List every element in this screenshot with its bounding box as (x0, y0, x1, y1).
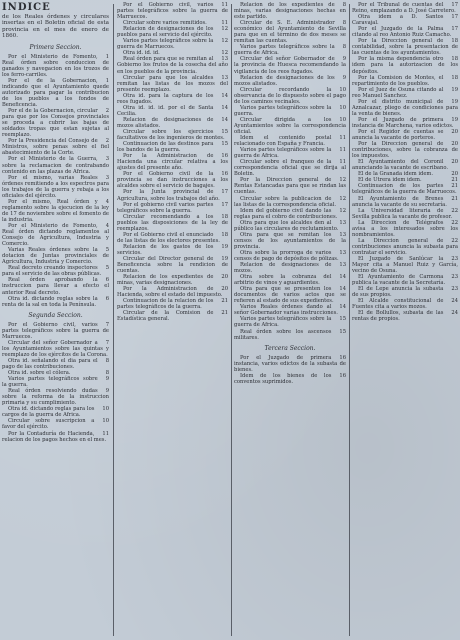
entry-text: Circular sobre el franqueo de la correspondencia oficial que se dirija al Boletin. (234, 159, 346, 178)
page-number: 18 (451, 56, 458, 63)
entry-text: Por el Ministerio de Fomento, Real órden dictando reglamentos al Consejo de Agricultura, Industria y Comercio. (2, 222, 109, 248)
index-entry (117, 274, 228, 286)
index-entry (2, 199, 109, 223)
page-number: 2 (105, 138, 109, 145)
index-entry (352, 274, 458, 286)
entry-text: Otra id. señalando el dia para el pago de las contribuciones. (2, 357, 98, 371)
index-entry (352, 141, 458, 159)
page-number: 9 (105, 388, 109, 395)
page-number: 14 (221, 116, 228, 123)
index-entry (352, 208, 458, 220)
index-entry (352, 220, 458, 238)
page-number: 11 (221, 20, 228, 27)
entry-text: Relacion de designaciones de mozos alistados. (117, 116, 214, 129)
entry-text: Por el distrito municipal de Aznalcazar, pliego de condiciones para la venta de bienes. (352, 98, 458, 117)
index-entry (352, 38, 458, 56)
page-number: 12 (221, 50, 228, 57)
page-number: 11 (339, 159, 346, 166)
entry-text: Varios partes telegráficos sobre la guerra de Africa. (234, 44, 335, 57)
index-entry (234, 2, 346, 20)
index-entry (234, 147, 346, 159)
index-entry (234, 105, 346, 117)
page-number: 24 (451, 310, 458, 317)
page-number: 17 (451, 26, 458, 33)
index-entry (234, 232, 346, 250)
index-entry (234, 329, 346, 341)
index-intro: de los Reales órdenes y circulares insertas en el Boletin oficial de esta provincia en el mes de enero de 1860. (2, 14, 109, 40)
entry-text: Circular sobre los ejercicios facultativos de los ingenieros de montes. (117, 128, 225, 142)
section-heading: Primera Seccion. (29, 43, 82, 51)
entry-text: Por la Contaduría de Hacienda, relacion de los pagos hechos en el mes. (2, 430, 107, 443)
index-entry (2, 277, 109, 295)
index-entry (352, 298, 458, 310)
page-number: 4 (105, 198, 109, 205)
page-number: 21 (221, 298, 228, 305)
index-entry (2, 340, 109, 358)
index-entry (234, 373, 346, 385)
entry-text: Varias Reales órdenes sobre la dotacion de Juntas provinciales de Agricultura, Industria y Comercio. (2, 247, 109, 266)
entry-text: Circular para que los alcaldes remitan las listas de los mozos del presente reemplazo. (117, 74, 228, 93)
entry-text: Otra idem a D. Santos Caravajal. (352, 14, 444, 27)
entry-text: La Universidad literaria de Sevilla publica la vacante de profesor. (352, 207, 453, 220)
page-number: 22 (451, 219, 458, 226)
page-number: 12 (339, 207, 346, 214)
page-number: 9 (342, 74, 346, 81)
page-number: 13 (339, 249, 346, 256)
entry-text: Por el Gobierno civil, varios partes telegráficos sobre la guerra de Marruecos. (117, 2, 228, 21)
entry-text: El Alcalde constitucional de Fuentes cita a varios mozos. (352, 298, 444, 311)
entry-text: Por la Junta provincial de Agricultura, sobre los trabajos del año. (117, 189, 220, 202)
index-entry (234, 44, 346, 56)
index-entry (2, 376, 109, 388)
entry-text: Otra para que los alcaldes den al público las circulares de reclutamiento. (234, 219, 339, 232)
entry-text: Por el Gobierno civil, varios partes telegráficos sobre la guerra de Marruecos. (2, 321, 109, 340)
page-number: 22 (451, 207, 458, 214)
page-number: 20 (451, 128, 458, 135)
entry-text: Circular del señor Gobernador a los Ayuntamientos sobre las quintas y reemplazo de los ejércitos de la Corona. (2, 339, 109, 358)
index-entry (234, 159, 346, 177)
index-entry (234, 135, 346, 147)
entry-text: Circular del Director general de Beneficencia sobre la rendicion de cuentas. (117, 255, 228, 275)
index-entry (117, 286, 228, 298)
page-number: 6 (105, 295, 109, 302)
entry-text: El Ayuntamiento del Coronil anunciando la vacante de escribano. (352, 159, 449, 172)
index-entry (352, 256, 458, 274)
page-number: 17 (221, 189, 228, 196)
page-number: 12 (339, 177, 346, 184)
index-entry (2, 431, 109, 443)
page-number: 16 (221, 171, 228, 178)
index-entries (2, 54, 109, 443)
index-entry (117, 129, 228, 141)
index-entry (117, 171, 228, 189)
index-entry (117, 298, 228, 310)
entry-text: Real órden aprobando la instruccion para llevar a efecto el anterior Real decreto. (2, 277, 109, 296)
index-entry (117, 232, 228, 244)
page-number: 18 (221, 213, 228, 220)
index-entries (352, 2, 458, 322)
section-heading: Tercera Seccion. (264, 344, 316, 352)
index-entry (352, 75, 458, 87)
index-entry (234, 20, 346, 44)
entry-text: Continuacion de los partes telegráficos de la guerra de Marruecos. (352, 183, 457, 196)
index-entry (234, 177, 346, 195)
index-entry (117, 244, 228, 256)
index-entry (352, 159, 458, 171)
index-entry (117, 26, 228, 38)
page-number: 9 (105, 376, 109, 383)
index-entry (117, 256, 228, 274)
index-entry (117, 38, 228, 50)
entry-text: Varios partes telegráficos sobre la guerra de Africa. (234, 147, 332, 160)
entry-text: Varios partes telegráficos sobre la guerra de Africa. (234, 316, 332, 329)
entry-text: Idem del gobierno civil dando las reglas para el cobro de contribuciones. (234, 207, 338, 220)
page-number: 9 (342, 56, 346, 63)
page-number: 1 (105, 53, 109, 60)
entry-text: Por el Regidor de cuentas se anuncia la vacante de porteros. (352, 128, 444, 142)
page-number: 5 (105, 247, 109, 254)
column-rule (113, 4, 114, 636)
page-number: 14 (339, 304, 346, 311)
index-entry (352, 14, 458, 26)
index-entry (2, 296, 109, 308)
page-number: 6 (105, 277, 109, 284)
entry-text: Circular sobre la publicacion de las listas de la correspondencia oficial. (234, 195, 337, 208)
page-number: 10 (339, 86, 346, 93)
entry-text: Por la Direccion general de Rentas Estancadas para que se rindan las cuentas. (234, 177, 346, 196)
entry-text: Varios partes telegráficos sobre la guerra. (2, 376, 98, 389)
entry-text: Otra id. sobre el cólera. (8, 370, 71, 377)
index-entry (117, 214, 228, 232)
entry-text: Circular de S. E. Administrador económico del Ayuntamiento de Sevilla para que en el término de dos meses se remitan las cuentas. (234, 20, 346, 45)
entry-text: Otra sobre la cobranza del arbitrio de vinos y aguardientes. (234, 274, 332, 287)
entry-text: Por la Direccion general de contribuciones, sobre la cobranza de los impuestos. (352, 141, 458, 160)
column-1 (2, 2, 109, 638)
entry-text: Relacion de designaciones de los pueblos para el servicio del ejército. (117, 26, 214, 39)
page-number: 20 (451, 171, 458, 178)
index-entry (117, 2, 228, 20)
index-entry (117, 105, 228, 117)
page-number: 16 (221, 153, 228, 160)
entry-text: La Direccion general de contribuciones anuncia la subasta para contratar el servicio. (352, 237, 458, 256)
page-number: 13 (339, 262, 346, 269)
page-number: 21 (221, 310, 228, 317)
index-entry (2, 388, 109, 406)
index-entry (117, 75, 228, 93)
index-entry (2, 156, 109, 174)
entry-text: Otra id. id. id. (123, 50, 160, 57)
page-number: 14 (221, 92, 228, 99)
index-entry (352, 117, 458, 129)
entry-text: El Juzgado de Sanlúcar la Mayor cita a Manuel Ruiz y García, vecino de Osuna. (352, 255, 458, 275)
index-entry (352, 87, 458, 99)
entry-text: Por el mismo, Real órden y reglamento sobre la ejecucion de la ley de 17 de noviembre sobre el fomento de la industria. (2, 198, 109, 223)
entry-text: El Ayuntamiento de Brenes anuncia la vacante de su secretaría. (352, 195, 447, 208)
index-entry (234, 208, 346, 220)
page-number: 11 (221, 2, 228, 8)
entry-text: Por la misma dependencia otro idem para la autorizacion de los depósitos. (352, 56, 458, 75)
entry-text: Idem el contenido postal relacionado con España y Francia. (234, 135, 332, 148)
page-number: 8 (342, 20, 346, 27)
page-number: 16 (339, 372, 346, 379)
page-number: 19 (451, 86, 458, 93)
entry-text: Otra sobre la prorroga de varios censos de pago de depósitos de pólizas. (234, 249, 339, 262)
index-entries (117, 2, 228, 322)
page-number: 15 (221, 141, 228, 148)
index-entry (117, 310, 228, 322)
index-entry (234, 220, 346, 232)
entry-text: Por el Juzgado de primera instancia de Marchena, varios edictos. (352, 116, 454, 129)
page-number: 8 (342, 44, 346, 51)
page-number: 15 (339, 316, 346, 323)
entry-text: La Direccion de Telégrafos avisa a los interesados sobre los nombramientos. (352, 219, 458, 238)
column-rule (231, 4, 232, 636)
page-number: 4 (105, 222, 109, 229)
entry-text: Por el gobierno civil varios partes telegráficos sobre la guerra. (117, 201, 214, 214)
index-entry (234, 196, 346, 208)
index-entry (117, 117, 228, 129)
page-number: 21 (451, 183, 458, 190)
index-entry (234, 117, 346, 135)
index-entry (352, 183, 458, 195)
page-number: 17 (221, 201, 228, 208)
index-title: INDICE (2, 2, 51, 13)
entry-text: Relacion de los gastos de los servicios. (117, 243, 214, 256)
page-number: 8 (105, 370, 109, 377)
entry-text: Circular sobre varios remitidos. (123, 20, 207, 27)
page-number: 3 (105, 174, 109, 181)
page-number: 5 (105, 265, 109, 272)
page-number: 10 (102, 418, 109, 425)
index-entry (117, 93, 228, 105)
entry-text: Relacion de los expedientes de minas, varias designaciones. (117, 274, 214, 287)
entry-text: Circular dirigida a los Ayuntamientos sobre la correspondencia oficial. (234, 116, 346, 135)
page-number: 3 (105, 156, 109, 163)
index-entry (2, 358, 109, 370)
entry-text: Por el Juzgado de la Palma citando al reo Antonio Ruiz Camacho. (352, 26, 452, 39)
page-number: 18 (451, 74, 458, 81)
entry-text: Por el Juez de Osuna citando al reo Manuel Sanchez. (352, 86, 444, 99)
index-entry (117, 189, 228, 201)
page-number: 22 (451, 237, 458, 244)
index-entry (117, 202, 228, 214)
index-entry (2, 265, 109, 277)
entry-text: El Ayuntamiento de Carmona publica la vacante de la Secretaría. (352, 274, 446, 287)
index-entry (352, 129, 458, 141)
index-entry (234, 304, 346, 316)
entry-text: Por el de la Gobernacion, circular para que por los Consejos provinciales se proceda a cubrir las bajas de soldados tropas que estan sujetas al reemplazo. (2, 108, 109, 139)
entry-text: Por el mismo, varias Reales órdenes remitiendo a los espectros para los trabajos de la guerra y rebaja a los oficiales del ejército. (2, 174, 109, 199)
page-number: 10 (339, 116, 346, 123)
page-number: 10 (339, 104, 346, 111)
entry-text: Circular de la Comision de Estadística general. (117, 310, 214, 323)
entry-text: Real órden resolviendo dudas sobre la reforma de la instruccion primaria y su cumplimiento. (2, 388, 109, 407)
index-entry (234, 316, 346, 328)
entry-text: Relacion de designaciones de los mozos alistados. (234, 74, 335, 87)
entry-text: El de Bollullos, subasta de las rentas de propios. (352, 310, 444, 323)
page-number: 7 (105, 339, 109, 346)
index-entry (117, 153, 228, 171)
index-entry (352, 238, 458, 256)
entry-text: Por el Ministerio de la Guerra, sobre la reclamacion de contrabando contenido en las plazas de Africa. (2, 156, 109, 175)
entry-text: Continuacion de las destinos para los bandos de la guerra. (117, 141, 214, 154)
index-entry (352, 56, 458, 74)
page-number: 12 (221, 26, 228, 33)
index-entry (352, 99, 458, 117)
page-number: 20 (221, 286, 228, 293)
page-number: 1 (105, 77, 109, 84)
entry-text: Por el Gobierno civil el enunciado de las listas de los electores presentes. (117, 231, 220, 244)
page-number: 12 (339, 195, 346, 202)
entry-text: Otra para que se presenten los documentos de varios actos que se refieren al estado de sus expedientes. (234, 286, 346, 305)
page-number: 13 (221, 74, 228, 81)
page-number: 23 (451, 255, 458, 262)
page-number: 14 (339, 286, 346, 293)
entry-text: Relacion de designaciones de mozos. (234, 262, 332, 275)
page-number: 15 (221, 128, 228, 135)
entry-text: Circular recordando la observancia de lo dispuesto sobre el pago de los caminos vecinales. (234, 86, 346, 105)
page-number: 11 (339, 135, 346, 142)
page-number: 23 (451, 286, 458, 293)
entry-text: Por la Presidencia del Consejo de Ministros, sobre penas sobre el fiel abastecimiento de la Corte. (2, 138, 109, 157)
entry-text: Varios partes telegráficos sobre la guerra. (234, 104, 332, 117)
entry-text: Por el Gobierno civil de la provincia se dan instrucciones a los alcaldes sobre el servicio de bagajes. (117, 171, 228, 190)
entry-text: Otra id. dictando reglas sobre la renta de la sal en toda la Península. (2, 295, 98, 308)
index-entry (234, 286, 346, 304)
entry-text: Idem de los bienes de los conventos suprimidos. (234, 372, 332, 385)
page-number: 13 (339, 219, 346, 226)
page-number: 23 (451, 274, 458, 281)
entry-text: Otra para que se remitan los censos de los ayuntamientos de la provincia. (234, 231, 346, 250)
page-number: 14 (339, 274, 346, 281)
entry-text: Por el Ministerio de Fomento, Real órden sobre conduccion de ganados y navegacion en los trozos de los ferro-carriles. (2, 53, 109, 78)
entry-text: Continuacion de la relacion de los partes telegráficos de la guerra. (117, 298, 214, 311)
entry-text: Circular recomendando a los pueblos las disposiciones de la ley de reemplazos. (117, 213, 228, 232)
entry-text: Circular sobre suscripcion a favor del ejército. (2, 418, 95, 431)
index-entry (352, 26, 458, 38)
page-number: 18 (451, 38, 458, 45)
entry-text: El de Lepe anuncia la subasta de sus propios. (352, 286, 444, 299)
column-3 (234, 2, 346, 638)
page-number: 2 (105, 108, 109, 115)
page-number: 19 (221, 243, 228, 250)
page-number: 11 (102, 430, 109, 437)
index-entry (234, 262, 346, 274)
page-number: 7 (105, 321, 109, 328)
page-number: 21 (451, 195, 458, 202)
page-number: 20 (221, 274, 228, 281)
index-entry (2, 418, 109, 430)
page-number: 16 (339, 354, 346, 361)
entry-text: Real órden para que se remitan al Gobierno los frutos de la cosecha del año en los pueblos de la provincia. (117, 56, 228, 75)
section-heading: Segunda Seccion. (28, 311, 83, 319)
entry-text: Por la Administracion de Hacienda, sobre el estado del impuesto. (117, 286, 223, 299)
page-number: 24 (451, 298, 458, 305)
page-number: 10 (102, 406, 109, 413)
entry-text: Por la Administracion de Hacienda una circular relativa a los ajustes del presente año. (117, 153, 228, 172)
index-header (2, 2, 109, 40)
column-rule (349, 4, 350, 636)
index-entry (234, 75, 346, 87)
page-number: 17 (451, 2, 458, 8)
index-entry (2, 78, 109, 108)
index-entry (234, 56, 346, 74)
page-number: 19 (451, 116, 458, 123)
index-entry (2, 108, 109, 138)
page-number: 12 (221, 38, 228, 45)
index-entry (234, 274, 346, 286)
entry-text: Circular del señor Gobernador de la provincia de Huesca recomendando la vigilancia de los reos fugados. (234, 56, 346, 75)
page-number: 19 (221, 255, 228, 262)
page-number: 13 (221, 56, 228, 63)
entry-text: Real decreto creando inspectores para el servicio de las obras públicas. (2, 265, 102, 278)
page-number: 20 (451, 141, 458, 148)
page-number: 20 (451, 159, 458, 166)
index-entry (117, 141, 228, 153)
index-entry (2, 247, 109, 265)
entry-text: Por el Tribunal de cuentas del Reino, emplazando a D. José Carretero. (352, 2, 456, 15)
page-number: 14 (221, 104, 228, 111)
entry-text: Por la Direccion general de contabilidad, sobre la presentacion de las cuentas de los ayuntamientos. (352, 38, 458, 57)
entry-text: Varios partes telegráficos sobre la guerra de Marruecos. (117, 38, 214, 51)
index-entry (2, 175, 109, 199)
index-entry (2, 406, 109, 418)
index-entry (117, 56, 228, 74)
column-2 (117, 2, 228, 638)
page-number: 19 (451, 98, 458, 105)
index-entries (234, 2, 346, 385)
entry-text: Por la Comision de Montes, el repartimiento de los pueblos. (352, 74, 444, 87)
entry-text: Otra id. para la captura de los reos fugados. (117, 92, 214, 105)
entry-text: Otra id. id. id. por el de Santa Cecilia. (117, 104, 214, 117)
index-entry (352, 310, 458, 322)
page-number: 18 (221, 231, 228, 238)
index-entry (352, 2, 458, 14)
entry-text: Real órden sobre los ascensos militares. (234, 328, 332, 341)
entry-text: Por el Juzgado de primera instancia, varios edictos de la subasta de bienes. (234, 354, 346, 373)
index-entry (2, 138, 109, 156)
page-number: 11 (339, 147, 346, 154)
page-number: 8 (342, 2, 346, 8)
index-entry (352, 196, 458, 208)
index-entry (2, 322, 109, 340)
page-number: 17 (451, 14, 458, 21)
entry-text: El de Utrera idem idem. (358, 177, 422, 184)
entry-text: Por el de la Gobernacion, indicando que el Ayuntamiento quede autorizado para pagar la contribucion de los pueblos a los fondos de Beneficencia. (2, 77, 109, 109)
page-number: 21 (451, 177, 458, 184)
index-entry (2, 223, 109, 247)
index-entry (352, 286, 458, 298)
index-entry (234, 250, 346, 262)
entry-text: El de la Granada idem idem. (358, 171, 433, 178)
index-entry (2, 54, 109, 78)
entry-text: Relacion de los expedientes de minas, varias designaciones hechas en este partido. (234, 2, 346, 21)
page-number: 8 (105, 357, 109, 364)
page-number: 15 (339, 328, 346, 335)
column-4 (352, 2, 458, 638)
index-entry (234, 87, 346, 105)
page-number: 13 (339, 231, 346, 238)
entry-text: Varios Reales órdenes dando al señor Gobernador varias instrucciones. (234, 304, 338, 317)
entry-text: Otra id. dictando reglas para los cargos de la guerra de Africa. (2, 406, 95, 419)
index-entry (234, 355, 346, 373)
